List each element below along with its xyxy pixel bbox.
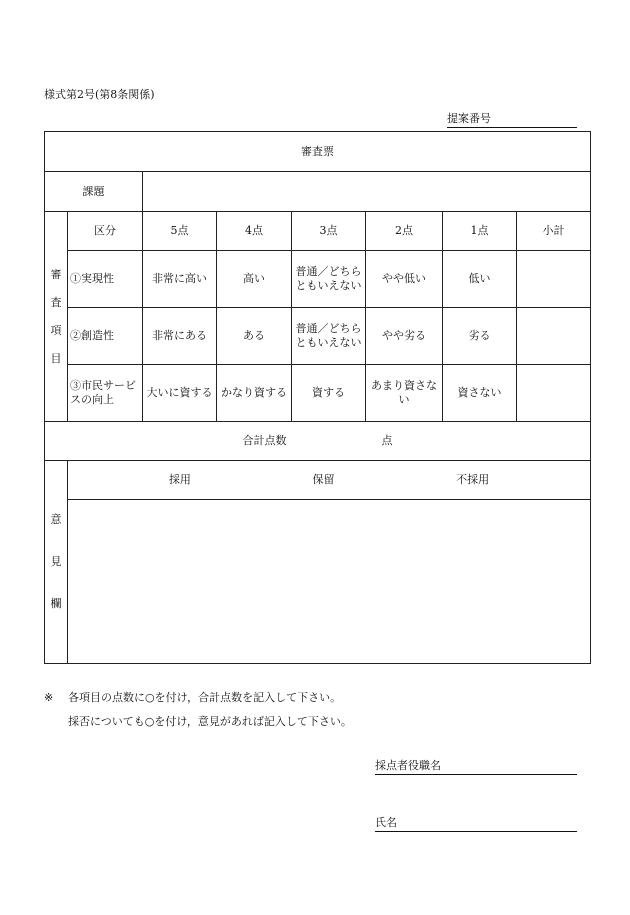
score-cell[interactable]: 資さない xyxy=(443,365,517,422)
review-sheet-table xyxy=(44,131,591,664)
topic-label: 課題 xyxy=(45,172,143,212)
col-header-2pt: 2点 xyxy=(366,212,443,251)
sheet-title: 審査票 xyxy=(45,132,591,172)
col-header-5pt: 5点 xyxy=(143,212,217,251)
subtotal-input[interactable] xyxy=(517,251,591,308)
score-cell[interactable]: やや低い xyxy=(366,251,443,308)
score-cell[interactable]: 低い xyxy=(443,251,517,308)
review-items-label: 審 査 項 目 xyxy=(45,212,68,422)
grader-title-field[interactable] xyxy=(375,757,577,775)
score-cell[interactable]: やや劣る xyxy=(366,308,443,365)
proposal-number-label: 提案番号 xyxy=(447,112,491,125)
item-feasibility: ①実現性 xyxy=(68,251,143,308)
note-line-1: ※ 各項目の点数に○を付け，合計点数を記入して下さい。 xyxy=(44,691,342,704)
score-cell[interactable]: 非常にある xyxy=(143,308,217,365)
score-cell[interactable]: 普通／どちらともいえない xyxy=(292,308,366,365)
score-cell[interactable]: かなり資する xyxy=(217,365,292,422)
subtotal-input[interactable] xyxy=(517,308,591,365)
col-header-1pt: 1点 xyxy=(443,212,517,251)
total-score-unit: 点 xyxy=(381,434,393,447)
option-reject[interactable]: 不採用 xyxy=(456,473,490,486)
col-header-subtotal: 小計 xyxy=(517,212,591,251)
grader-name-field[interactable] xyxy=(375,814,577,832)
grader-title-label: 採点者役職名 xyxy=(375,759,441,772)
option-pending[interactable]: 保留 xyxy=(312,473,335,486)
opinion-column-label: 意 見 欄 xyxy=(45,461,68,664)
col-header-category: 区分 xyxy=(68,212,143,251)
score-cell[interactable]: あまり資さない xyxy=(366,365,443,422)
note-line-2: 採否についても○を付け，意見があれば記入して下さい。 xyxy=(68,715,352,728)
form-number: 様式第2号(第8条関係) xyxy=(44,88,155,101)
score-cell[interactable]: ある xyxy=(217,308,292,365)
col-header-4pt: 4点 xyxy=(217,212,292,251)
col-header-3pt: 3点 xyxy=(292,212,366,251)
score-cell[interactable]: 資する xyxy=(292,365,366,422)
note-mark: ※ xyxy=(44,691,54,704)
total-score-label: 合計点数 xyxy=(242,434,287,447)
score-cell[interactable]: 普通／どちらともいえない xyxy=(292,251,366,308)
total-score-row[interactable] xyxy=(45,422,591,461)
decision-options xyxy=(68,461,591,500)
score-cell[interactable]: 劣る xyxy=(443,308,517,365)
proposal-number-field[interactable] xyxy=(447,110,577,128)
topic-input[interactable] xyxy=(143,172,591,212)
item-creativity: ②創造性 xyxy=(68,308,143,365)
opinion-input[interactable] xyxy=(68,500,591,664)
score-cell[interactable]: 高い xyxy=(217,251,292,308)
item-citizen-service: ③市民サービスの向上 xyxy=(68,365,143,422)
score-cell[interactable]: 大いに資する xyxy=(143,365,217,422)
option-adopt[interactable]: 採用 xyxy=(168,473,191,486)
score-cell[interactable]: 非常に高い xyxy=(143,251,217,308)
subtotal-input[interactable] xyxy=(517,365,591,422)
grader-name-label: 氏名 xyxy=(375,816,397,829)
